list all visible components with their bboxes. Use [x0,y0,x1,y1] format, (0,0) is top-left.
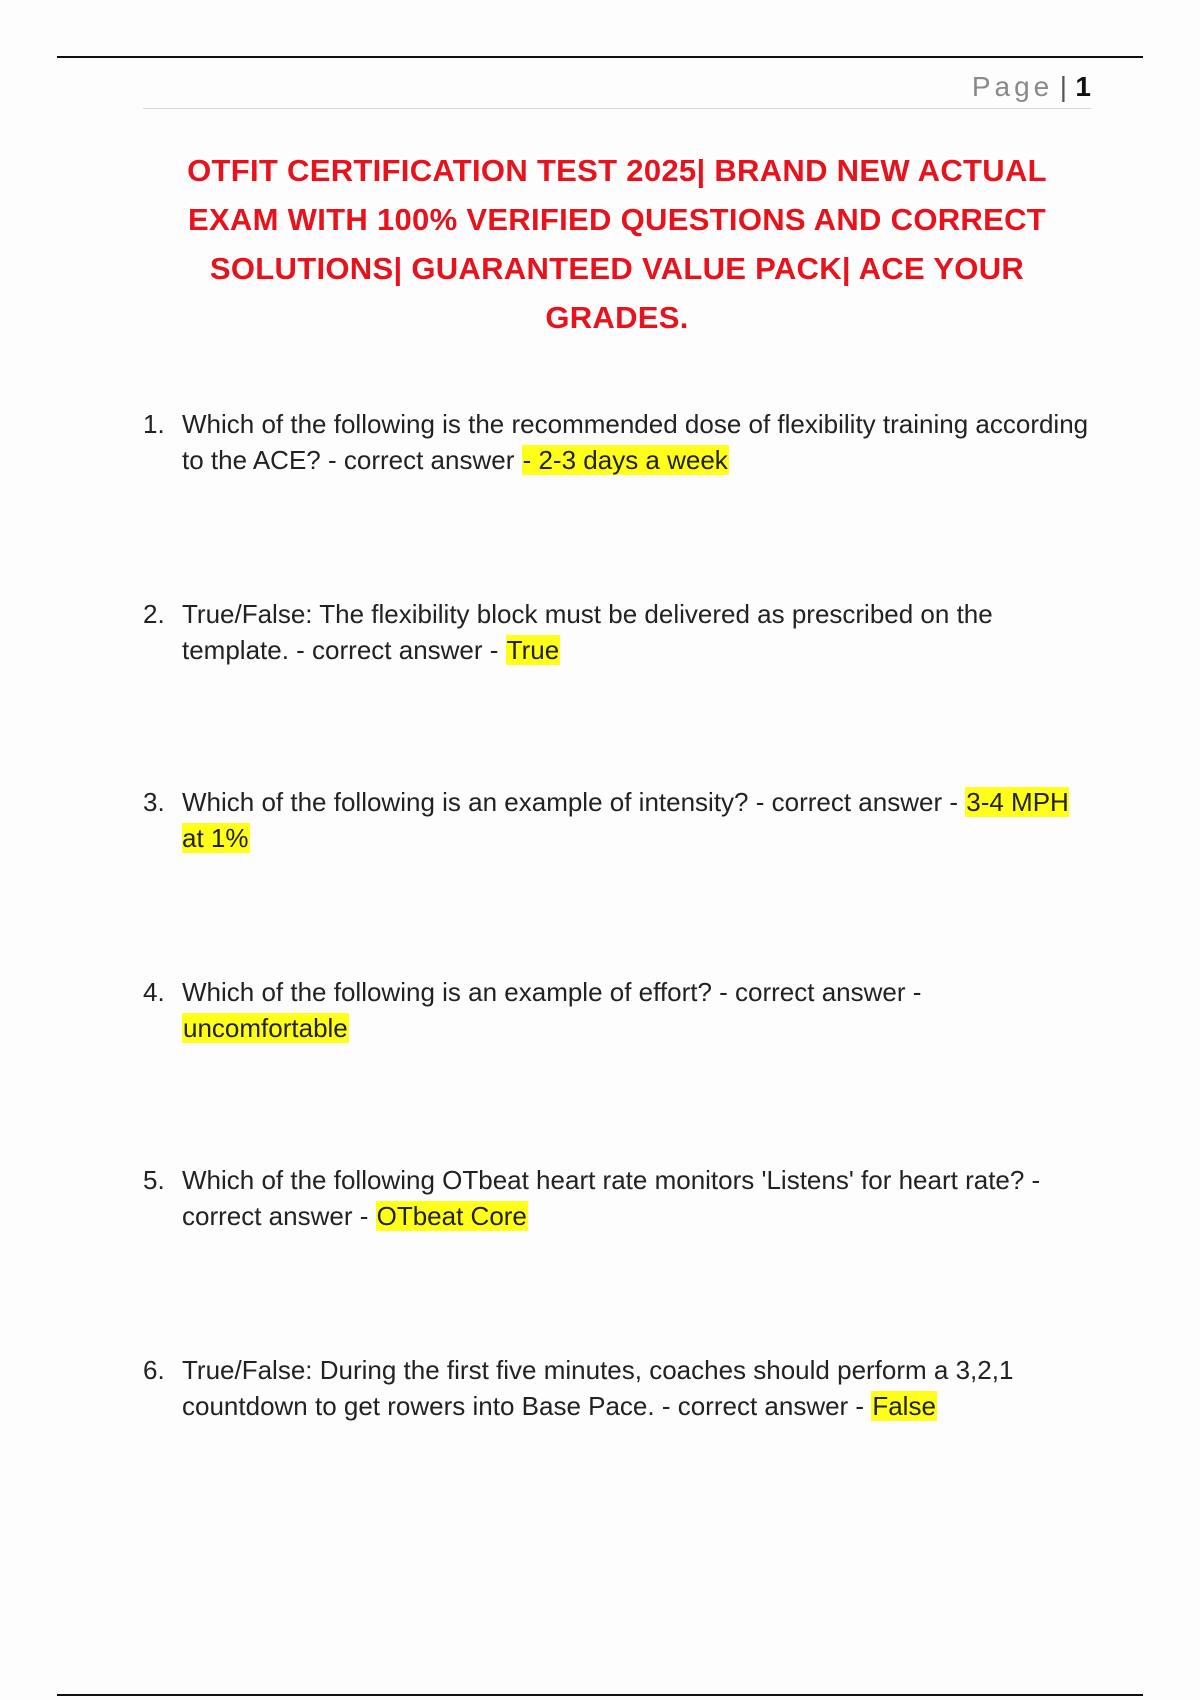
question-text: Which of the following is an example of intensity? - correct answer - [182,787,966,817]
highlighted-answer: False [872,1391,936,1421]
highlighted-answer: 3-4 MPH at 1% [182,787,1069,853]
question-body [182,974,1093,1046]
question-item-4 [143,974,1093,1046]
top-rule [57,56,1143,58]
question-text: Which of the following is the recommended dose of flexibility training according to the ACE? - correct answer [182,409,1089,475]
question-number: 4. [143,977,165,1007]
question-text: Which of the following OTbeat heart rate monitors 'Listens' for heart rate? - correct answer - [182,1165,1041,1231]
page-separator: | [1059,71,1067,102]
question-number: 3. [143,787,165,817]
highlighted-answer: OTbeat Core [376,1201,527,1231]
question-body [182,596,1093,668]
question-number: 6. [143,1355,165,1385]
question-text: True/False: During the first five minutes, coaches should perform a 3,2,1 countdown to get rowers into Base Pace. - correct answer - [182,1355,1014,1421]
highlighted-answer: - 2-3 days a week [522,445,728,475]
question-item-6 [143,1352,1093,1424]
question-item-5 [143,1162,1093,1234]
highlighted-answer: True [506,635,560,665]
highlighted-answer: uncomfortable [183,1013,348,1043]
question-item-1 [143,406,1093,478]
question-body [182,1352,1093,1424]
page-number: 1 [1075,71,1091,102]
page-header [143,66,1091,109]
question-number: 2. [143,599,165,629]
question-body [182,406,1093,478]
question-number: 5. [143,1165,165,1195]
question-body [182,784,1093,856]
question-item-3 [143,784,1093,856]
page-label: Page [971,71,1054,102]
question-text: True/False: The flexibility block must be delivered as prescribed on the template. - correct answer - [182,599,993,665]
question-body [182,1162,1093,1234]
question-text: Which of the following is an example of effort? - correct answer - [182,977,922,1007]
bottom-rule [57,1694,1143,1696]
question-item-2 [143,596,1093,668]
document-title: OTFIT CERTIFICATION TEST 2025| BRAND NEW ACTUAL EXAM WITH 100% VERIFIED QUESTIONS AND CORRECT SOLUTIONS| GUARANTEED VALUE PACK| ACE YOUR GRADES. [187,153,1047,335]
question-number: 1. [143,409,165,439]
